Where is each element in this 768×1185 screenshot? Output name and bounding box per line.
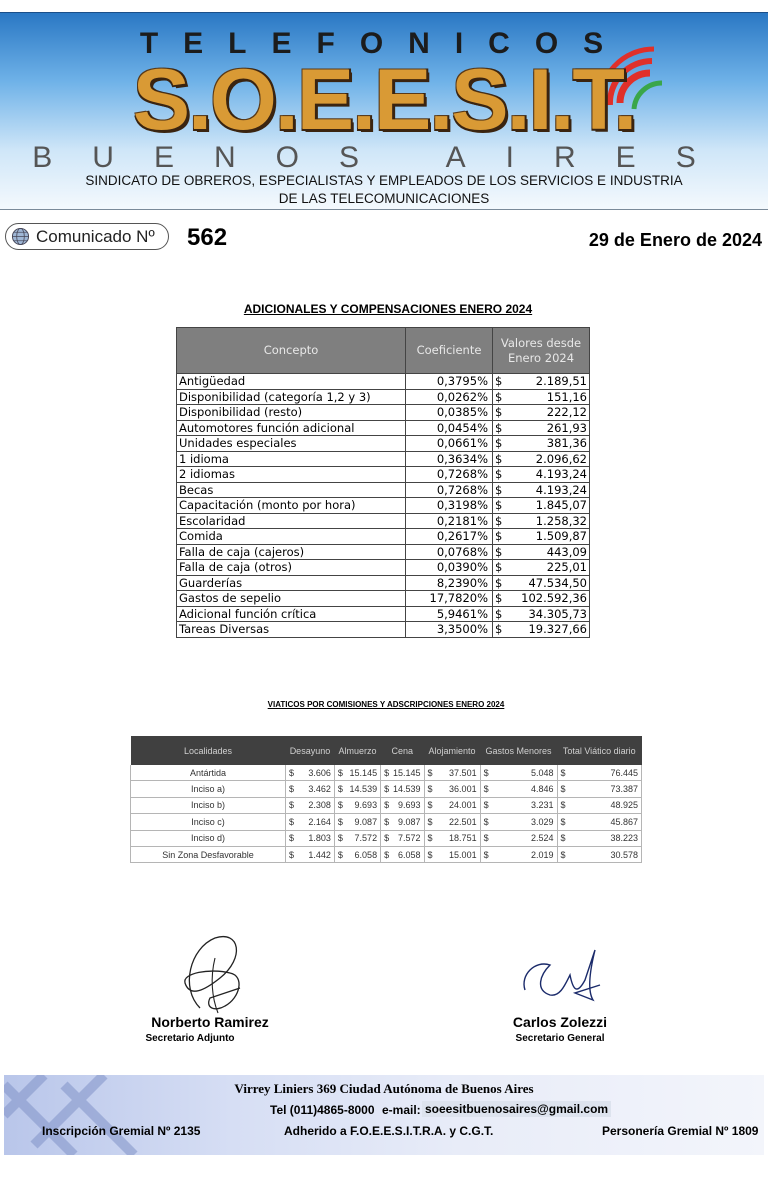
table-row <box>131 781 642 797</box>
comunicado-number: 562 <box>187 224 228 251</box>
amount: 9.087 <box>354 816 378 827</box>
currency-symbol: $ <box>495 529 503 544</box>
footer-email-link[interactable]: soeesitbuenosaires@gmail.com <box>422 1101 611 1117</box>
currency-symbol: $ <box>337 833 343 844</box>
cell-coeficiente: 0,0454% <box>406 420 493 436</box>
amount: 3.029 <box>530 816 554 827</box>
table-row <box>177 498 590 514</box>
table-row <box>131 814 642 830</box>
currency-symbol: $ <box>384 816 390 827</box>
currency-symbol: $ <box>289 784 295 795</box>
amount: 4.846 <box>530 784 554 795</box>
amount: 15.145 <box>349 767 378 778</box>
column-header-gastos-menores: Gastos Menores <box>480 736 557 765</box>
currency-symbol: $ <box>427 816 433 827</box>
currency-symbol: $ <box>483 800 489 811</box>
cell-amount <box>480 781 557 797</box>
footer-banner <box>4 1075 764 1155</box>
table-row <box>177 482 590 498</box>
currency-symbol: $ <box>337 816 343 827</box>
amount: 9.693 <box>397 800 421 811</box>
amount: 45.867 <box>610 816 638 827</box>
currency-symbol: $ <box>495 467 503 482</box>
currency-symbol: $ <box>384 833 390 844</box>
footer-email-label: e-mail: <box>382 1103 421 1117</box>
amount: 5.048 <box>530 767 554 778</box>
currency-symbol: $ <box>427 784 433 795</box>
signature-zolezzi-icon <box>515 945 605 1010</box>
header-banner <box>0 12 768 210</box>
table-row <box>177 436 590 452</box>
cell-localidad: Inciso c) <box>131 814 286 830</box>
cell-concepto: Automotores función adicional <box>177 420 406 436</box>
currency-symbol: $ <box>427 767 433 778</box>
column-header-localidades: Localidades <box>131 736 286 765</box>
currency-symbol: $ <box>427 849 433 860</box>
column-header-coeficiente: Coeficiente <box>406 328 493 374</box>
cell-localidad: Inciso a) <box>131 781 286 797</box>
currency-symbol: $ <box>483 767 489 778</box>
cell-concepto: Tareas Diversas <box>177 622 406 638</box>
table-row <box>177 544 590 560</box>
currency-symbol: $ <box>483 833 489 844</box>
currency-symbol: $ <box>495 374 503 389</box>
currency-symbol: $ <box>289 816 295 827</box>
table-row <box>177 420 590 436</box>
cell-localidad: Sin Zona Desfavorable <box>131 846 286 862</box>
cell-coeficiente: 0,0390% <box>406 560 493 576</box>
cell-amount <box>381 846 424 862</box>
globe-icon <box>11 227 30 246</box>
table-row <box>177 405 590 421</box>
cell-concepto: Escolaridad <box>177 513 406 529</box>
table2-title: VIATICOS POR COMISIONES Y ADSCRIPCIONES ENERO 2024 <box>267 700 505 709</box>
currency-symbol: $ <box>495 420 503 435</box>
cell-amount <box>286 846 335 862</box>
cell-valor <box>493 420 590 436</box>
cell-coeficiente: 0,3634% <box>406 451 493 467</box>
amount: 381,36 <box>546 436 587 451</box>
cell-amount <box>557 765 641 781</box>
cell-concepto: Disponibilidad (resto) <box>177 405 406 421</box>
currency-symbol: $ <box>495 560 503 575</box>
footer-inscripcion: Inscripción Gremial Nº 2135 <box>42 1124 201 1138</box>
cell-amount <box>286 797 335 813</box>
table-row <box>177 591 590 607</box>
currency-symbol: $ <box>337 784 343 795</box>
signatory-name: Norberto Ramirez <box>151 1014 269 1030</box>
cell-concepto: 2 idiomas <box>177 467 406 483</box>
cell-localidad: Inciso b) <box>131 797 286 813</box>
cell-coeficiente: 5,9461% <box>406 606 493 622</box>
cell-amount <box>334 797 380 813</box>
cell-coeficiente: 0,0768% <box>406 544 493 560</box>
table-header-row <box>131 736 642 765</box>
currency-symbol: $ <box>427 833 433 844</box>
amount: 3.606 <box>308 767 331 778</box>
cell-valor <box>493 498 590 514</box>
cell-coeficiente: 0,3795% <box>406 374 493 390</box>
amount: 38.223 <box>610 833 638 844</box>
cell-amount <box>381 781 424 797</box>
column-header-almuerzo: Almuerzo <box>334 736 380 765</box>
cell-amount <box>334 781 380 797</box>
brand-top-text: TELEFONICOS <box>139 27 629 60</box>
currency-symbol: $ <box>337 767 343 778</box>
cell-amount <box>557 814 641 830</box>
amount: 7.572 <box>354 833 378 844</box>
column-header-desayuno: Desayuno <box>286 736 335 765</box>
cell-coeficiente: 8,2390% <box>406 575 493 591</box>
cell-valor <box>493 513 590 529</box>
amount: 2.019 <box>530 849 554 860</box>
cell-valor <box>493 482 590 498</box>
table-row <box>177 622 590 638</box>
amount: 73.387 <box>610 784 638 795</box>
viaticos-table <box>130 736 642 863</box>
cell-coeficiente: 0,0262% <box>406 389 493 405</box>
table-row <box>177 467 590 483</box>
cell-coeficiente: 0,0385% <box>406 405 493 421</box>
currency-symbol: $ <box>289 849 295 860</box>
table-row <box>177 529 590 545</box>
currency-symbol: $ <box>495 513 503 528</box>
currency-symbol: $ <box>560 800 566 811</box>
brand-logo-text: S.O.E.E.S.I.T. <box>132 52 636 148</box>
table-row <box>177 513 590 529</box>
currency-symbol: $ <box>495 544 503 559</box>
cell-coeficiente: 17,7820% <box>406 591 493 607</box>
amount: 2.308 <box>308 800 331 811</box>
amount: 2.096,62 <box>535 451 587 466</box>
column-header-total: Total Viático diario <box>557 736 641 765</box>
table-row <box>131 846 642 862</box>
cell-amount <box>381 797 424 813</box>
amount: 36.001 <box>449 784 477 795</box>
table-row <box>177 575 590 591</box>
amount: 7.572 <box>397 833 421 844</box>
cell-concepto: Comida <box>177 529 406 545</box>
cell-coeficiente: 0,7268% <box>406 467 493 483</box>
cell-amount <box>424 846 480 862</box>
amount: 76.445 <box>610 767 638 778</box>
amount: 443,09 <box>546 544 587 559</box>
signatory-title: Secretario General <box>515 1033 605 1044</box>
footer-address: Virrey Liniers 369 Ciudad Autónoma de Buenos Aires <box>234 1081 534 1096</box>
cell-concepto: Gastos de sepelio <box>177 591 406 607</box>
currency-symbol: $ <box>384 784 390 795</box>
amount: 9.693 <box>354 800 378 811</box>
cell-amount <box>424 781 480 797</box>
table-row <box>131 797 642 813</box>
amount: 151,16 <box>546 389 587 404</box>
footer-phone: Tel (011)4865-8000 <box>270 1103 375 1117</box>
cell-amount <box>424 797 480 813</box>
cell-amount <box>381 765 424 781</box>
amount: 24.001 <box>449 800 477 811</box>
amount: 6.058 <box>354 849 378 860</box>
cell-coeficiente: 0,0661% <box>406 436 493 452</box>
cell-amount <box>334 765 380 781</box>
amount: 15.145 <box>392 767 421 778</box>
cell-valor <box>493 374 590 390</box>
table-row <box>177 374 590 390</box>
cell-valor <box>493 591 590 607</box>
amount: 1.845,07 <box>535 498 587 513</box>
cell-coeficiente: 0,3198% <box>406 498 493 514</box>
table-row <box>177 560 590 576</box>
amount: 1.803 <box>308 833 331 844</box>
union-description-line1: SINDICATO DE OBREROS, ESPECIALISTAS Y EMPLEADOS DE LOS SERVICIOS E INDUSTRIA <box>85 173 683 188</box>
amount: 22.501 <box>449 816 477 827</box>
table-row <box>177 606 590 622</box>
currency-symbol: $ <box>495 482 503 497</box>
brand-sub-text: BUENOS AIRES <box>32 141 736 174</box>
cell-concepto: Becas <box>177 482 406 498</box>
amount: 30.578 <box>610 849 638 860</box>
cell-valor <box>493 544 590 560</box>
amount: 14.539 <box>349 784 378 795</box>
cell-amount <box>557 830 641 846</box>
cell-concepto: Unidades especiales <box>177 436 406 452</box>
currency-symbol: $ <box>483 849 489 860</box>
cell-concepto: Disponibilidad (categoría 1,2 y 3) <box>177 389 406 405</box>
cell-amount <box>334 830 380 846</box>
footer-adherido: Adherido a F.O.E.E.S.I.T.R.A. y C.G.T. <box>284 1124 494 1138</box>
cell-amount <box>480 814 557 830</box>
currency-symbol: $ <box>384 767 390 778</box>
currency-symbol: $ <box>483 816 489 827</box>
currency-symbol: $ <box>289 800 295 811</box>
table1-title: ADICIONALES Y COMPENSACIONES ENERO 2024 <box>243 302 533 316</box>
currency-symbol: $ <box>560 767 566 778</box>
signature-ramirez-icon <box>170 928 260 1018</box>
table-row <box>177 389 590 405</box>
amount: 261,93 <box>546 420 587 435</box>
currency-symbol: $ <box>483 784 489 795</box>
column-header-valores: Valores desde Enero 2024 <box>493 328 590 374</box>
cell-valor <box>493 451 590 467</box>
cell-amount <box>480 797 557 813</box>
currency-symbol: $ <box>384 849 390 860</box>
cell-concepto: Guarderías <box>177 575 406 591</box>
currency-symbol: $ <box>495 451 503 466</box>
cell-amount <box>557 846 641 862</box>
cell-amount <box>334 814 380 830</box>
amount: 14.539 <box>392 784 421 795</box>
comunicado-badge <box>5 223 169 250</box>
amount: 47.534,50 <box>528 575 587 590</box>
cell-amount <box>381 814 424 830</box>
signatory-name: Carlos Zolezzi <box>512 1014 608 1030</box>
currency-symbol: $ <box>495 389 503 404</box>
cell-amount <box>381 830 424 846</box>
cell-valor <box>493 529 590 545</box>
currency-symbol: $ <box>427 800 433 811</box>
cell-coeficiente: 3,3500% <box>406 622 493 638</box>
currency-symbol: $ <box>495 405 503 420</box>
cell-amount <box>286 765 335 781</box>
currency-symbol: $ <box>289 833 295 844</box>
cell-valor <box>493 575 590 591</box>
cell-amount <box>480 846 557 862</box>
amount: 4.193,24 <box>535 482 587 497</box>
cell-coeficiente: 0,7268% <box>406 482 493 498</box>
amount: 19.327,66 <box>528 622 587 637</box>
cell-localidad: Inciso d) <box>131 830 286 846</box>
cell-concepto: Capacitación (monto por hora) <box>177 498 406 514</box>
cell-amount <box>557 781 641 797</box>
comunicado-label: Comunicado Nº <box>36 227 155 246</box>
amount: 1.442 <box>308 849 331 860</box>
amount: 3.462 <box>308 784 331 795</box>
currency-symbol: $ <box>560 833 566 844</box>
cell-valor <box>493 560 590 576</box>
amount: 9.087 <box>397 816 421 827</box>
cell-valor <box>493 389 590 405</box>
cell-localidad: Antártida <box>131 765 286 781</box>
cell-valor <box>493 606 590 622</box>
cell-amount <box>286 781 335 797</box>
amount: 102.592,36 <box>521 591 587 606</box>
cell-amount <box>480 830 557 846</box>
currency-symbol: $ <box>495 436 503 451</box>
cell-valor <box>493 622 590 638</box>
currency-symbol: $ <box>560 849 566 860</box>
footer-personeria: Personería Gremial Nº 1809 <box>602 1124 759 1138</box>
amount: 225,01 <box>546 560 587 575</box>
table-header-row <box>177 328 590 374</box>
column-header-cena: Cena <box>381 736 424 765</box>
amount: 34.305,73 <box>528 606 587 621</box>
cell-valor <box>493 467 590 483</box>
cell-amount <box>286 830 335 846</box>
cell-amount <box>480 765 557 781</box>
amount: 18.751 <box>449 833 477 844</box>
cell-concepto: Adicional función crítica <box>177 606 406 622</box>
cell-coeficiente: 0,2181% <box>406 513 493 529</box>
amount: 1.258,32 <box>535 513 587 528</box>
cell-amount <box>424 765 480 781</box>
currency-symbol: $ <box>337 849 343 860</box>
currency-symbol: $ <box>495 622 503 637</box>
amount: 2.189,51 <box>535 374 587 389</box>
cell-valor <box>493 436 590 452</box>
cell-concepto: Antigüedad <box>177 374 406 390</box>
cell-amount <box>424 830 480 846</box>
currency-symbol: $ <box>495 591 503 606</box>
currency-symbol: $ <box>337 800 343 811</box>
adicionales-table <box>176 327 590 638</box>
cell-concepto: 1 idioma <box>177 451 406 467</box>
amount: 4.193,24 <box>535 467 587 482</box>
amount: 3.231 <box>530 800 554 811</box>
table-row <box>177 451 590 467</box>
cell-amount <box>334 846 380 862</box>
cell-coeficiente: 0,2617% <box>406 529 493 545</box>
cell-valor <box>493 405 590 421</box>
column-header-alojamiento: Alojamiento <box>424 736 480 765</box>
column-header-concepto: Concepto <box>177 328 406 374</box>
amount: 2.524 <box>530 833 554 844</box>
amount: 6.058 <box>397 849 421 860</box>
cell-amount <box>286 814 335 830</box>
cell-concepto: Falla de caja (otros) <box>177 560 406 576</box>
currency-symbol: $ <box>560 816 566 827</box>
cell-amount <box>557 797 641 813</box>
amount: 48.925 <box>610 800 638 811</box>
currency-symbol: $ <box>560 784 566 795</box>
amount: 15.001 <box>449 849 477 860</box>
amount: 1.509,87 <box>535 529 587 544</box>
currency-symbol: $ <box>495 498 503 513</box>
currency-symbol: $ <box>495 606 503 621</box>
signatory-title: Secretario Adjunto <box>145 1033 235 1044</box>
cell-concepto: Falla de caja (cajeros) <box>177 544 406 560</box>
amount: 2.164 <box>308 816 331 827</box>
table-row <box>131 830 642 846</box>
table-row <box>131 765 642 781</box>
union-description-line2: DE LAS TELECOMUNICACIONES <box>278 191 490 206</box>
currency-symbol: $ <box>495 575 503 590</box>
comunicado-date: 29 de Enero de 2024 <box>588 230 762 250</box>
currency-symbol: $ <box>384 800 390 811</box>
amount: 37.501 <box>449 767 477 778</box>
amount: 222,12 <box>546 405 587 420</box>
currency-symbol: $ <box>289 767 295 778</box>
cell-amount <box>424 814 480 830</box>
